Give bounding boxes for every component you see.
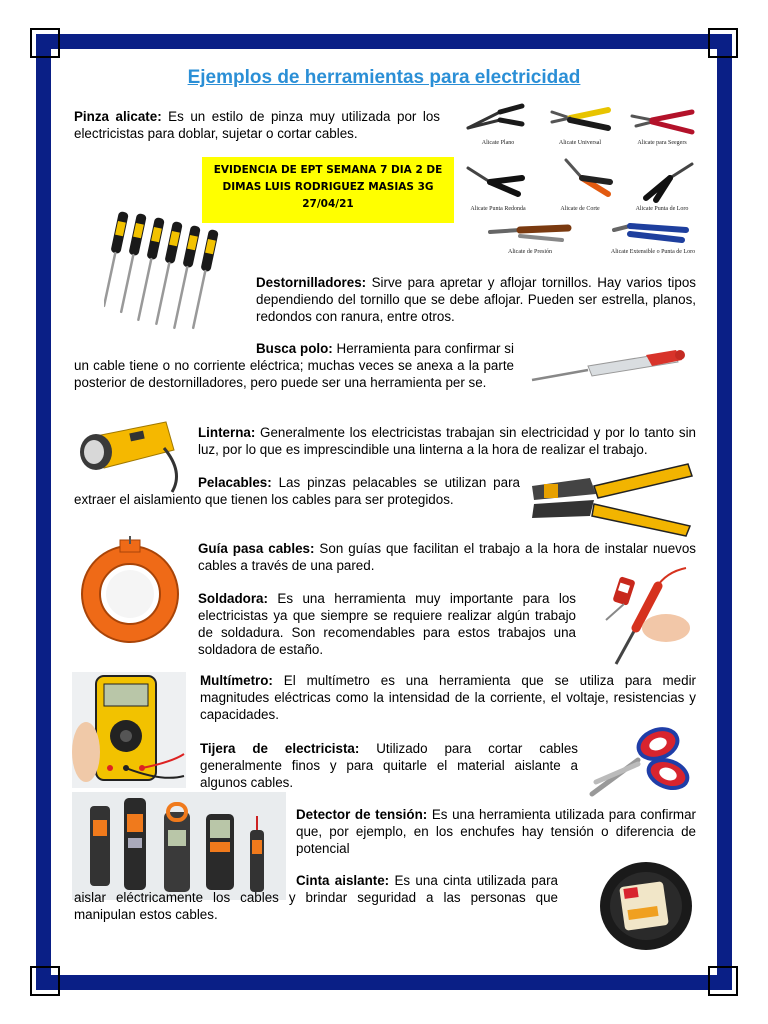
evidence-line: 27/04/21 [302, 198, 354, 210]
tijera-paragraph [200, 740, 578, 791]
evidence-box [202, 157, 454, 223]
pliers-image [460, 98, 700, 262]
scissors-image [586, 722, 696, 802]
pliers-caption: Alicate de Presión [508, 249, 552, 255]
corner-ornament [708, 966, 738, 996]
tijera-term: Tijera de electricista: [200, 741, 360, 756]
pliers-caption: Alicate Punta de Loro [635, 206, 689, 212]
corner-ornament [30, 28, 60, 58]
buscapolo-text: Herramienta para confirmar si un cable tiene o no corriente eléctrica; muchas veces se anexa a la parte posterior de destornilladores, pero puede ser una herramienta per se. [74, 341, 514, 390]
guia-term: Guía pasa cables: [198, 541, 315, 556]
voltage-tester-image [528, 346, 692, 390]
buscapolo-paragraph [74, 340, 514, 391]
corner-ornament [708, 28, 738, 58]
pliers-caption: Alicate Punta Redonda [470, 206, 526, 212]
evidence-line: DIMAS LUIS RODRIGUEZ MASIAS 3G [222, 181, 434, 193]
soldadora-paragraph [198, 590, 576, 658]
soldadora-term: Soldadora: [198, 591, 268, 606]
pliers-caption: Alicate de Corte [560, 206, 600, 212]
linterna-term: Linterna: [198, 425, 256, 440]
soldadora-text: Es una herramienta muy importante para los electricistas ya que siempre se requiere realizar algún trabajo de soldadura. Son recomendables para estos trabajos una soldadora de estaño. [198, 591, 576, 657]
fish-tape-image [74, 536, 186, 648]
page-title: Ejemplos de herramientas para electricidad [187, 67, 581, 88]
destornilladores-paragraph [256, 274, 696, 325]
pliers-caption: Alicate Plano [481, 140, 515, 146]
multimetro-paragraph [200, 672, 696, 723]
detector-term: Detector de tensión: [296, 807, 428, 822]
screwdrivers-image [104, 208, 230, 346]
pliers-caption: Alicate para Seegers [637, 140, 687, 146]
pinza-paragraph [74, 108, 440, 142]
linterna-paragraph [198, 424, 696, 458]
detector-text: Es una herramienta utilizada para confirmar que, por ejemplo, en los enchufes hay tensión o diferencia de potencial [296, 807, 696, 856]
pelacables-text: Las pinzas pelacables se utilizan para extraer el aislamiento que tienen los cables para ser protegidos. [74, 475, 520, 507]
destornilladores-term: Destornilladores: [256, 275, 367, 290]
cinta-term: Cinta aislante: [296, 873, 390, 888]
linterna-text: Generalmente los electricistas trabajan sin electricidad y por lo tanto sin luz, por lo que es imprescindible una linterna a la hora de realizar el trabajo. [198, 425, 696, 457]
multimetro-term: Multímetro: [200, 673, 273, 688]
guia-text: Son guías que facilitan el trabajo a la hora de instalar nuevos cables a través de una pared. [198, 541, 697, 573]
electrical-tape-image [594, 856, 694, 956]
pelacables-term: Pelacables: [198, 475, 272, 490]
buscapolo-term: Busca polo: [256, 341, 333, 356]
detector-paragraph [296, 806, 696, 857]
destornilladores-text: Sirve para apretar y aflojar tornillos. Hay varios tipos dependiendo del tornillo que se debe aflojar. Pueden ser estrella, planos, redondos con ranura, entre otros. [256, 275, 696, 324]
wire-stripper-image [530, 460, 694, 538]
pliers-caption: Alicate Universal [558, 140, 602, 146]
corner-ornament [30, 966, 60, 996]
soldering-iron-image [586, 566, 696, 666]
pelacables-paragraph [74, 474, 520, 508]
pliers-caption: Alicate Extensible o Punta de Loro [610, 249, 696, 255]
pinza-text: Es un estilo de pinza muy utilizada por los electricistas para doblar, sujetar o cortar cables. [74, 109, 440, 141]
pinza-term: Pinza alicate: [74, 109, 162, 124]
cinta-paragraph [74, 872, 558, 923]
cinta-text: Es una cinta utilizada para aislar eléctricamente los cables y brindar seguridad a las personas que manipulan estos cables. [74, 873, 558, 922]
evidence-line: EVIDENCIA DE EPT SEMANA 7 DIA 2 DE [213, 164, 443, 176]
multimeter-image [72, 672, 186, 788]
multimetro-text: El multímetro es una herramienta que se utiliza para medir magnitudes eléctricas como la intensidad de la corriente, el voltaje, resistencias y capacidades. [200, 673, 696, 722]
tijera-text: Utilizado para cortar cables generalmente finos y para quitarle el material aislante a algunos cables. [200, 741, 578, 790]
